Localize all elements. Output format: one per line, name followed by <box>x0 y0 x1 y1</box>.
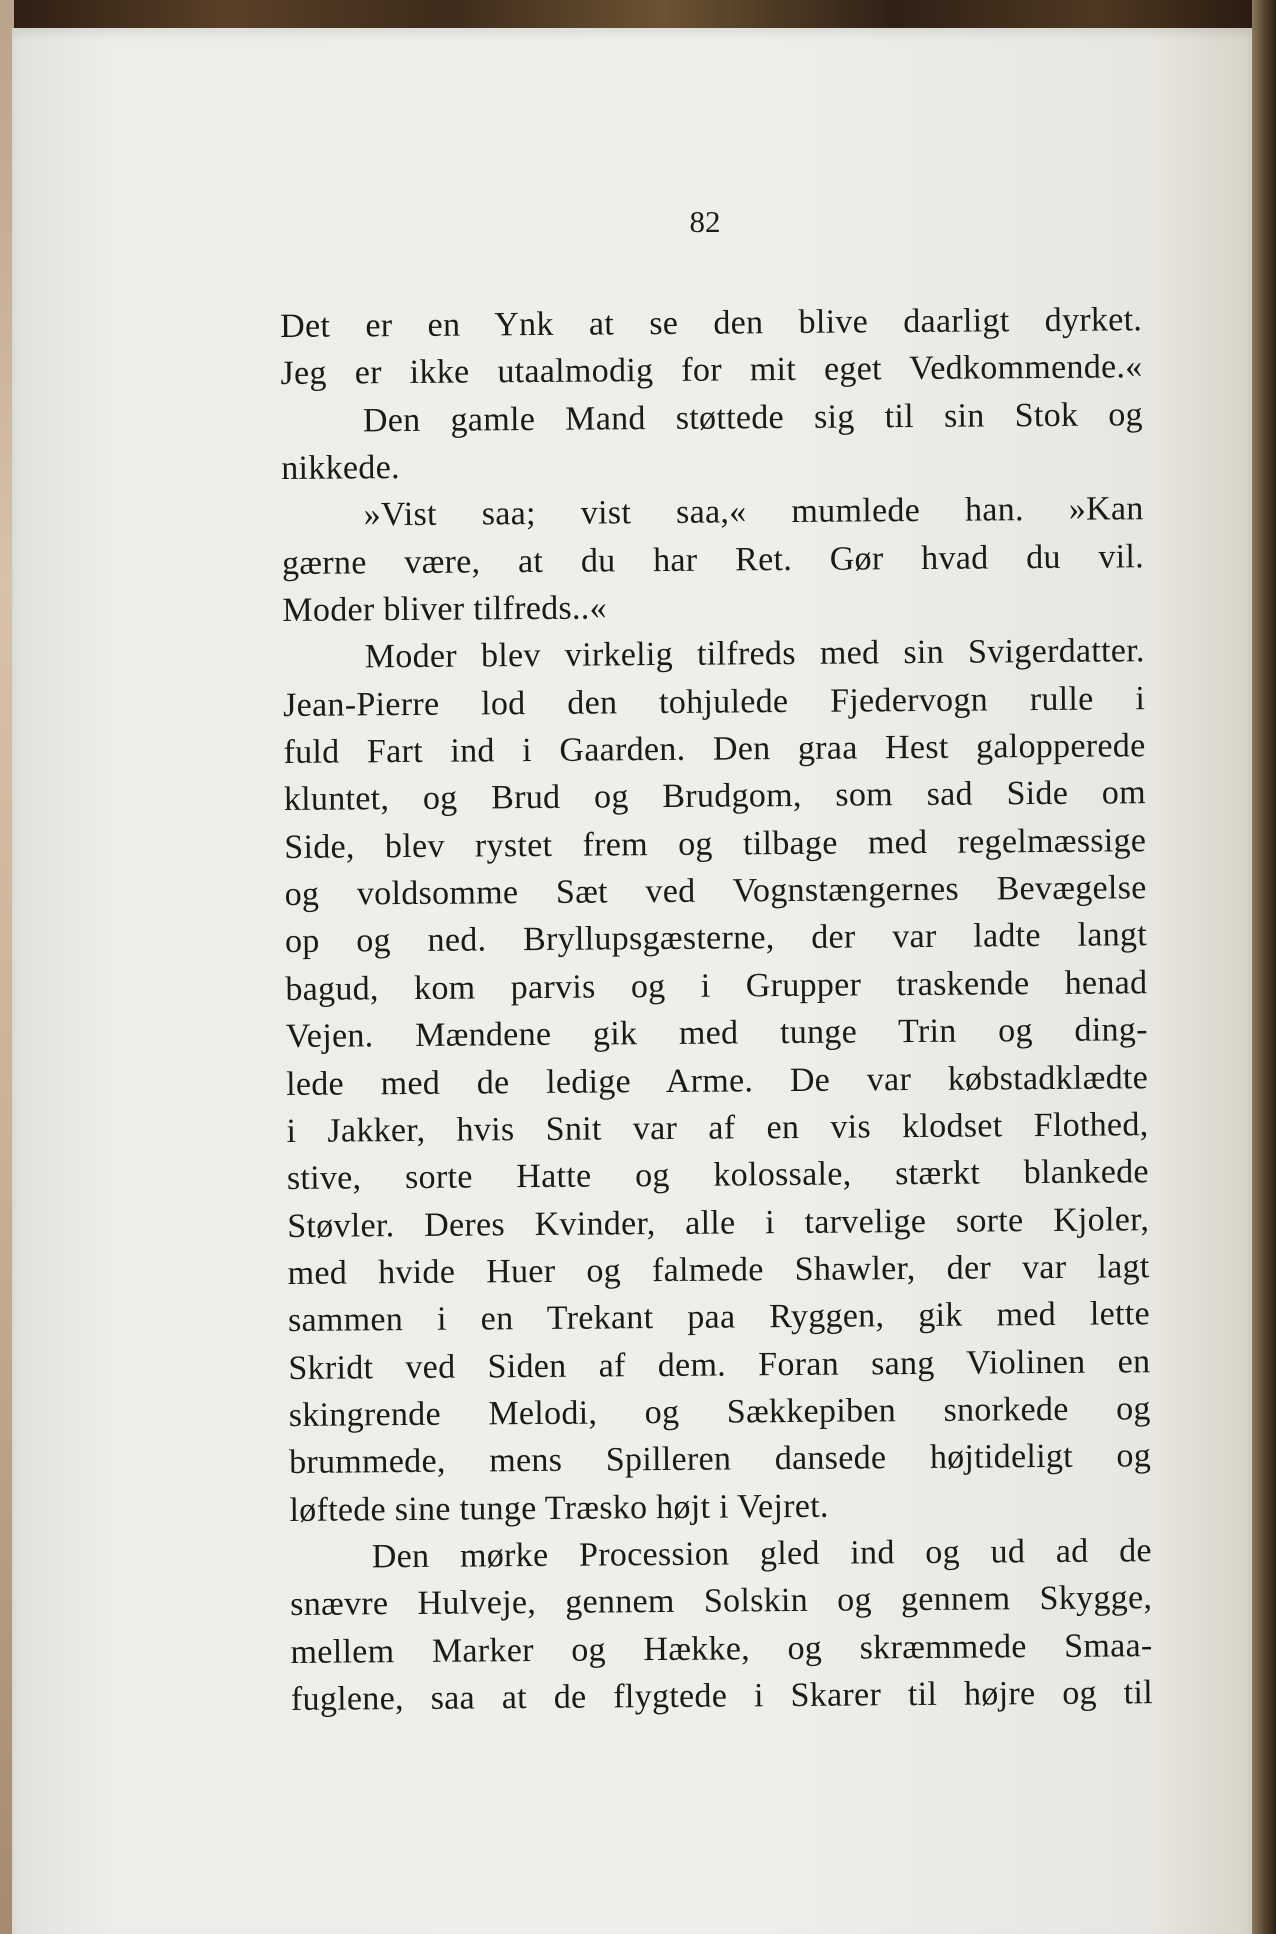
text-line: skingrende Melodi, og Sækkepiben snorkede og <box>288 1390 1151 1434</box>
text-line: fuglene, saa at de flygtede i Skarer til højre og til <box>290 1674 1154 1718</box>
text-line: Jean-Pierre lod den tohjulede Fjedervogn rulle i <box>283 679 1146 724</box>
text-line: Den gamle Mand støttede sig til sin Stok og <box>362 395 1144 440</box>
text-line: Jeg er ikke utaalmodig for mit eget Vedkommende.« <box>280 348 1143 393</box>
text-line: og voldsomme Sæt ved Vognstængernes Bevægelse <box>284 869 1147 914</box>
text-line: snævre Hulveje, gennem Solskin og gennem Skygge, <box>290 1579 1153 1624</box>
book-cover-edge-right <box>1252 0 1276 1934</box>
text-line: sammen i en Trekant paa Ryggen, gik med lette <box>287 1295 1151 1340</box>
text-line: Den mørke Procession gled ind og ud ad de <box>371 1532 1152 1576</box>
text-line: stive, sorte Hatte og kolossale, stærkt blankede <box>286 1153 1149 1198</box>
text-line: Skridt ved Siden af dem. Foran sang Violinen en <box>288 1342 1151 1387</box>
text-line: »Vist saa; vist saa,« mumlede han. »Kan <box>363 490 1144 534</box>
page-number: 82 <box>689 204 721 239</box>
text-line: Vejen. Mændene gik med tunge Trin og ding- <box>285 1011 1148 1056</box>
text-line: nikkede. <box>281 449 400 488</box>
book-page <box>12 28 1252 1934</box>
text-line: løftede sine tunge Træsko højt i Vejret. <box>289 1487 829 1529</box>
text-line: kluntet, og Brud og Brudgom, som sad Side om <box>283 774 1147 819</box>
book-cover-edge-top <box>0 0 1276 30</box>
text-line: Moder blev virkelig tilfreds med sin Svigerdatter. <box>364 632 1145 676</box>
text-line: bagud, kom parvis og i Grupper traskende henad <box>285 964 1148 1008</box>
text-line: Støvler. Deres Kvinder, alle i tarvelige sorte Kjoler, <box>287 1200 1150 1245</box>
text-line: Side, blev rystet frem og tilbage med regelmæssige <box>284 821 1147 866</box>
body-text <box>280 296 1153 1723</box>
text-line: i Jakker, hvis Snit var af en vis klodset Flothed, <box>286 1106 1149 1150</box>
text-line: mellem Marker og Hække, og skræmmede Smaa- <box>290 1626 1153 1671</box>
text-line: brummede, mens Spilleren dansede højtideligt og <box>288 1437 1152 1482</box>
text-line: op og ned. Bryllupsgæsterne, der var ladte langt <box>284 916 1148 961</box>
text-line: med hvide Huer og falmede Shawler, der var lagt <box>287 1248 1150 1292</box>
text-line: Moder bliver tilfreds..« <box>282 589 608 630</box>
text-line: lede med de ledige Arme. De var købstadklædte <box>285 1058 1149 1103</box>
text-line: Det er en Ynk at se den blive daarligt dyrket. <box>280 301 1143 345</box>
text-line: gærne være, at du har Ret. Gør hvad du vil. <box>281 537 1145 582</box>
text-line: fuld Fart ind i Gaarden. Den graa Hest galopperede <box>283 727 1146 772</box>
